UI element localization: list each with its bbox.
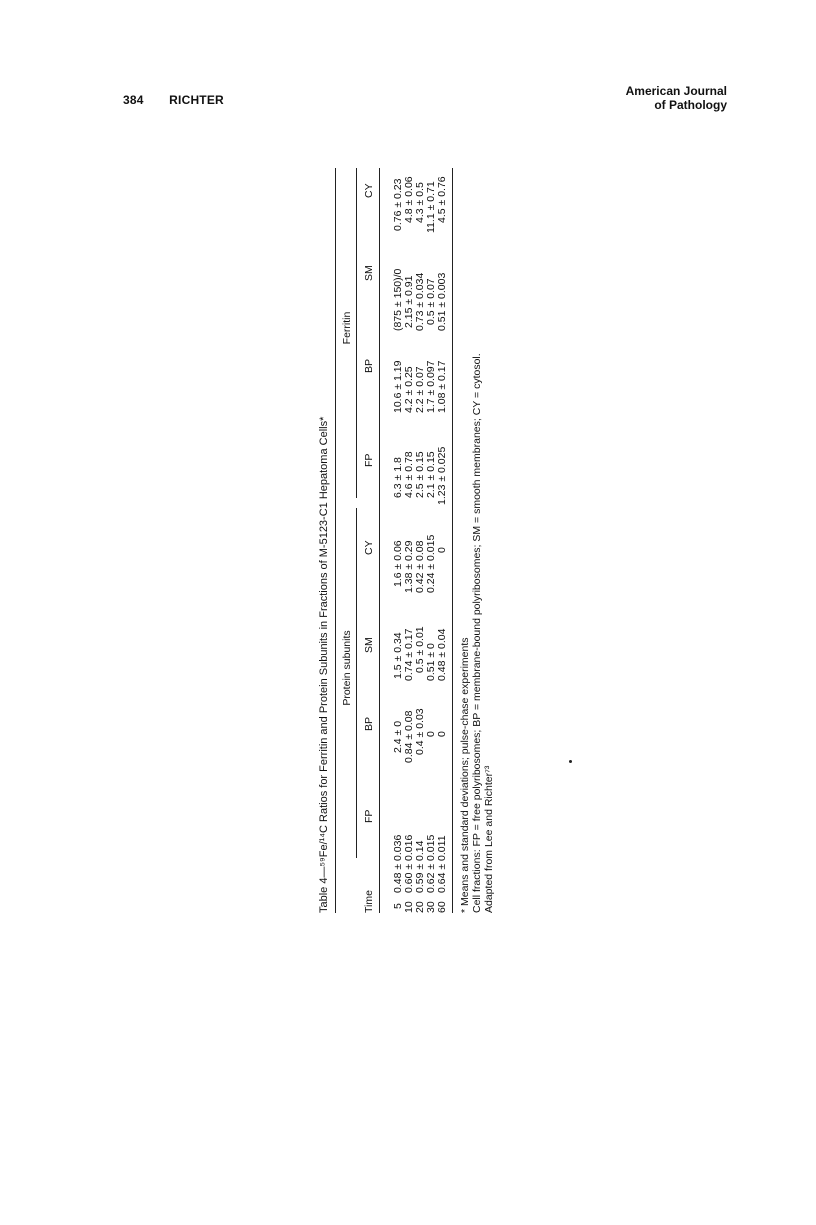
col-head-time: Time	[363, 890, 375, 913]
group-protein-subunits: Protein subunits	[341, 630, 353, 706]
group-ferritin: Ferritin	[341, 311, 353, 345]
ferritin-group-rule	[356, 168, 357, 498]
cell-ferritin-sm: (875 ± 150)/0	[392, 268, 404, 331]
footnote-cell-fractions: Cell fractions: FP = free polyribosomes; BP = membrane-bound polyribosomes; SM = smooth membranes; CY = cytosol.	[471, 353, 483, 913]
cell-protein-sm: 0.74 ± 0.17	[403, 628, 415, 681]
protein-group-rule	[356, 508, 357, 858]
cell-protein-cy: 1.6 ± 0.06	[392, 540, 404, 587]
cell-time: 10	[403, 901, 415, 913]
cell-protein-fp: 0.48 ± 0.036	[392, 834, 404, 893]
journal-title-line2: of Pathology	[654, 98, 727, 112]
journal-title	[626, 84, 727, 112]
cell-ferritin-bp: 1.08 ± 0.17	[436, 360, 448, 413]
journal-title-line1: American Journal	[625, 84, 727, 98]
cell-protein-cy: 1.38 ± 0.29	[403, 540, 415, 593]
cell-protein-sm: 0.5 ± 0.01	[414, 626, 426, 673]
cell-protein-cy: 0	[436, 547, 448, 553]
cell-ferritin-cy: 4.8 ± 0.06	[403, 176, 415, 223]
header-rule	[379, 168, 380, 913]
cell-ferritin-bp: 1.7 ± 0.097	[425, 360, 437, 413]
footnote-means: * Means and standard deviations; pulse-chase experiments	[459, 637, 471, 913]
cell-protein-bp: 0.84 ± 0.08	[403, 710, 415, 763]
cell-ferritin-sm: 0.5 ± 0.07	[425, 278, 437, 325]
col-head-bp-ferritin: BP	[363, 358, 375, 373]
cell-protein-bp: 0.4 ± 0.03	[414, 708, 426, 755]
cell-ferritin-fp: 2.1 ± 0.15	[425, 451, 437, 498]
table-container	[318, 168, 513, 913]
cell-ferritin-fp: 1.23 ± 0.025	[436, 446, 448, 505]
col-head-fp: FP	[363, 809, 375, 823]
cell-ferritin-cy: 4.3 ± 0.5	[414, 182, 426, 223]
footnote-source: Adapted from Lee and Richter⁷³	[483, 765, 495, 913]
cell-ferritin-fp: 6.3 ± 1.8	[392, 457, 404, 498]
cell-ferritin-cy: 11.1 ± 0.71	[425, 181, 437, 233]
page-number: 384	[123, 93, 144, 107]
cell-ferritin-sm: 2.15 ± 0.91	[403, 275, 415, 328]
cell-time: 5	[392, 903, 404, 909]
bottom-rule	[452, 168, 453, 913]
cell-protein-sm: 0.48 ± 0.04	[436, 628, 448, 681]
cell-ferritin-bp: 10.6 ± 1.19	[392, 360, 404, 413]
cell-protein-fp: 0.64 ± 0.011	[436, 835, 448, 893]
author-name: RICHTER	[169, 93, 224, 107]
cell-time: 20	[414, 901, 426, 913]
cell-ferritin-sm: 0.51 ± 0.003	[436, 272, 448, 331]
cell-protein-bp: 0	[425, 731, 437, 737]
col-head-cy: CY	[363, 540, 375, 555]
cell-ferritin-bp: 4.2 ± 0.25	[403, 366, 415, 413]
cell-protein-fp: 0.62 ± 0.015	[425, 834, 437, 893]
cell-protein-sm: 1.5 ± 0.34	[392, 632, 404, 679]
cell-time: 60	[436, 901, 448, 913]
col-head-fp-ferritin: FP	[363, 453, 375, 467]
col-head-cy-ferritin: CY	[363, 183, 375, 198]
cell-protein-sm: 0.51 ± 0	[425, 643, 437, 681]
cell-protein-bp: 2.4 ± 0	[392, 720, 404, 753]
rotated-table	[318, 168, 513, 913]
cell-protein-cy: 0.42 ± 0.08	[414, 540, 426, 593]
cell-protein-fp: 0.59 ± 0.14	[414, 840, 426, 893]
cell-protein-cy: 0.24 ± 0.015	[425, 534, 437, 593]
cell-protein-bp: 0	[436, 731, 448, 737]
cell-ferritin-fp: 2.5 ± 0.15	[414, 451, 426, 498]
col-head-sm: SM	[363, 637, 375, 653]
table-caption: Table 4—⁵⁹Fe/¹⁴C Ratios for Ferritin and Protein Subunits in Fractions of M-5123-C1 Hepatoma Cells*	[318, 416, 330, 913]
cell-protein-fp: 0.60 ± 0.016	[403, 834, 415, 893]
top-rule	[335, 168, 336, 913]
cell-ferritin-cy: 0.76 ± 0.23	[392, 178, 404, 231]
cell-ferritin-sm: 0.73 ± 0.034	[414, 272, 426, 331]
col-head-sm-ferritin: SM	[363, 265, 375, 281]
running-header	[123, 93, 224, 107]
ink-speck	[569, 760, 572, 763]
cell-time: 30	[425, 901, 437, 913]
cell-ferritin-fp: 4.6 ± 0.78	[403, 451, 415, 498]
col-head-bp: BP	[363, 716, 375, 731]
cell-ferritin-bp: 2.2 ± 0.07	[414, 366, 426, 413]
cell-ferritin-cy: 4.5 ± 0.76	[436, 176, 448, 223]
